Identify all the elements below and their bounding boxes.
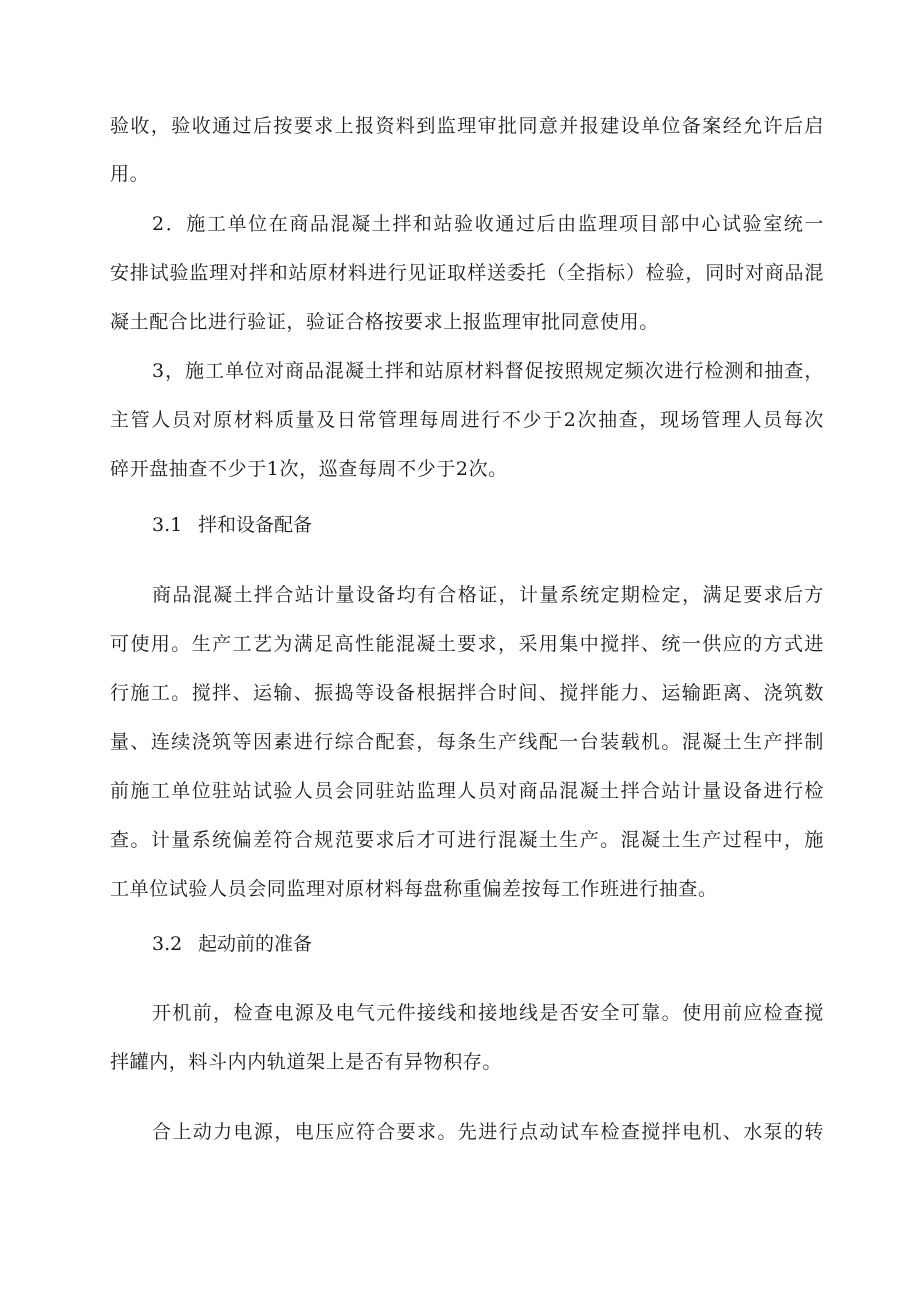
section-3-1-number: 3.1 xyxy=(152,514,183,536)
para-6-line-1: 合上动力电源，电压应符合要求。先进行点动试车检查搅拌电机、水泵的转 xyxy=(152,1121,824,1143)
para-2-line-3: 凝土配合比进行验证，验证合格按要求上报监理审批同意使用。 xyxy=(110,311,659,333)
para-4-line-2: 可使用。生产工艺为满足高性能混凝土要求，采用集中搅拌、统一供应的方式进 xyxy=(110,633,824,655)
para-2-line-2: 安排试验监理对拌和站原材料进行见证取样送委托（全指标）检验，同时对商品混 xyxy=(110,262,824,284)
section-3-2-number: 3.2 xyxy=(152,933,183,955)
para-1-line-2: 用。 xyxy=(110,163,150,185)
section-3-1-title: 拌和设备配备 xyxy=(198,514,313,536)
para-3-line-1: 3，施工单位对商品混凝土拌和站原材料督促按照规定频次进行检测和抽查， xyxy=(152,360,824,382)
section-3-2-heading xyxy=(152,932,312,956)
para-4-line-6: 查。计量系统偏差符合规范要求后才可进行混凝土生产。混凝土生产过程中，施 xyxy=(110,829,824,851)
section-3-2-title: 起动前的准备 xyxy=(198,933,313,955)
para-1-line-1: 验收，验收通过后按要求上报资料到监理审批同意并报建设单位备案经允许后启 xyxy=(110,115,824,137)
para-3-line-3: 碎开盘抽查不少于1次，巡查每周不少于2次。 xyxy=(110,458,508,480)
para-4-line-7: 工单位试验人员会同监理对原材料每盘称重偏差按每工作班进行抽查。 xyxy=(110,878,718,900)
para-4-line-1: 商品混凝土拌合站计量设备均有合格证，计量系统定期检定，满足要求后方 xyxy=(152,584,824,606)
para-5-line-2: 拌罐内，料斗内内轨道架上是否有异物积存。 xyxy=(110,1051,503,1073)
para-4-line-5: 前施工单位驻站试验人员会同驻站监理人员对商品混凝土拌合站计量设备进行检 xyxy=(110,780,824,802)
para-5-line-1: 开机前，检查电源及电气元件接线和接地线是否安全可靠。使用前应检查搅 xyxy=(152,1002,824,1024)
para-4-line-4: 量、连续浇筑等因素进行综合配套，每条生产线配一台装载机。混凝土生产拌制 xyxy=(110,731,824,753)
para-2-line-1: 2．施工单位在商品混凝土拌和站验收通过后由监理项目部中心试验室统一 xyxy=(152,213,824,235)
para-4-line-3: 行施工。搅拌、运输、振捣等设备根据拌合时间、搅拌能力、运输距离、浇筑数 xyxy=(110,682,824,704)
para-3-line-2: 主管人员对原材料质量及日常管理每周进行不少于2次抽查，现场管理人员每次 xyxy=(110,409,824,431)
section-3-1-heading xyxy=(152,513,312,537)
